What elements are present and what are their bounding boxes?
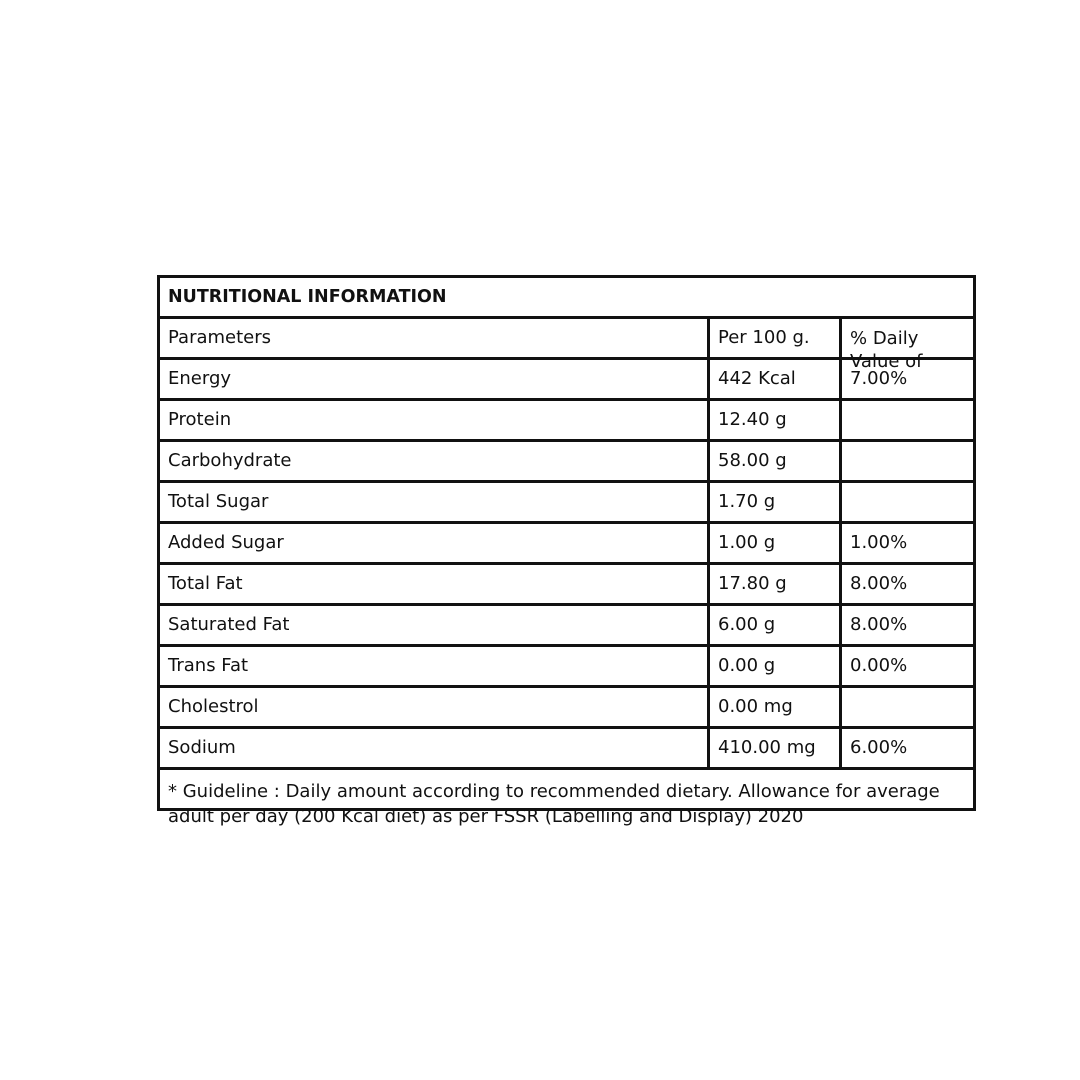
header-per-100g: Per 100 g. [709, 318, 841, 359]
row-name: Total Sugar [159, 482, 709, 523]
row-per-100g: 410.00 mg [709, 728, 841, 769]
row-per-100g: 1.00 g [709, 523, 841, 564]
row-daily-value: 1.00% [841, 523, 975, 564]
row-per-100g: 6.00 g [709, 605, 841, 646]
footnote-text: * Guideline : Daily amount according to recommended dietary. Allowance for average adult per day (200 Kcal diet) as per FSSR (Labelling and Display) 2020 [168, 781, 940, 827]
row-daily-value: 8.00% [841, 605, 975, 646]
row-per-100g: 0.00 g [709, 646, 841, 687]
row-daily-value [841, 441, 975, 482]
row-name: Carbohydrate [159, 441, 709, 482]
table-header-row [159, 318, 975, 359]
row-per-100g: 17.80 g [709, 564, 841, 605]
header-parameters: Parameters [159, 318, 709, 359]
header-daily-value-text: % Daily Value of [850, 328, 923, 372]
row-name: Saturated Fat [159, 605, 709, 646]
row-name: Sodium [159, 728, 709, 769]
table-title: NUTRITIONAL INFORMATION [159, 277, 975, 318]
row-daily-value: 8.00% [841, 564, 975, 605]
row-name: Added Sugar [159, 523, 709, 564]
row-name: Cholestrol [159, 687, 709, 728]
table-row [159, 564, 975, 605]
table-row [159, 482, 975, 523]
table-row [159, 441, 975, 482]
table-row [159, 646, 975, 687]
row-name: Protein [159, 400, 709, 441]
row-name: Energy [159, 359, 709, 400]
row-per-100g: 0.00 mg [709, 687, 841, 728]
table-row [159, 523, 975, 564]
row-daily-value [841, 400, 975, 441]
row-daily-value: 7.00% [841, 359, 975, 400]
nutrition-table [157, 275, 976, 827]
table-row [159, 687, 975, 728]
row-per-100g: 58.00 g [709, 441, 841, 482]
row-daily-value: 0.00% [841, 646, 975, 687]
table-title-row [159, 277, 975, 318]
row-name: Total Fat [159, 564, 709, 605]
table-row [159, 605, 975, 646]
header-daily-value [841, 318, 975, 372]
row-daily-value: 6.00% [841, 728, 975, 769]
table-row [159, 728, 975, 769]
row-per-100g: 1.70 g [709, 482, 841, 523]
row-name: Trans Fat [159, 646, 709, 687]
row-per-100g: 442 Kcal [709, 359, 841, 400]
row-per-100g: 12.40 g [709, 400, 841, 441]
table-row [159, 400, 975, 441]
row-daily-value [841, 482, 975, 523]
table-footnote-row [159, 769, 975, 810]
footnote-cell [159, 769, 975, 827]
row-daily-value [841, 687, 975, 728]
